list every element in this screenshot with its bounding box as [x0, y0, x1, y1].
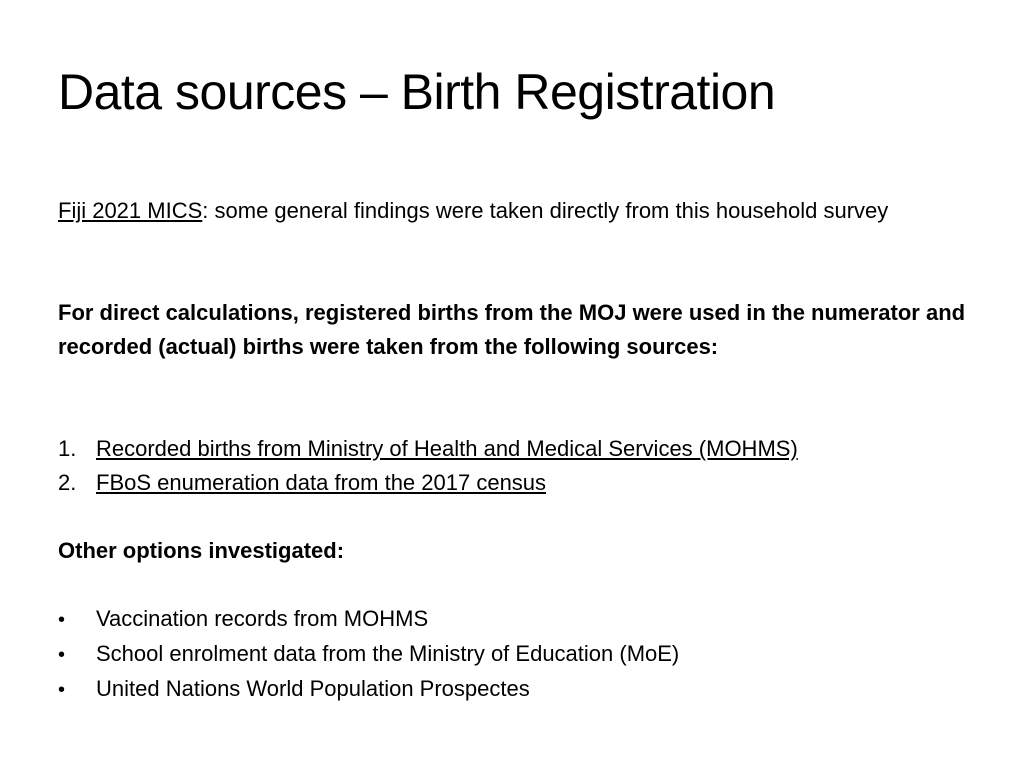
- list-item: [58, 602, 968, 637]
- intro-paragraph: [58, 194, 968, 228]
- list-item: [58, 672, 968, 707]
- direct-calculation-paragraph: For direct calculations, registered births from the MOJ were used in the numerator and recorded (actual) births were taken from the following sources:: [58, 300, 966, 359]
- bullet-icon: •: [58, 609, 66, 631]
- list-item: [58, 466, 968, 500]
- slide-title: Data sources – Birth Registration: [58, 64, 776, 120]
- mohms-births-link[interactable]: Recorded births from Ministry of Health and Medical Services (MOHMS): [96, 436, 798, 461]
- bullet-icon: •: [58, 644, 66, 666]
- list-number: 2.: [58, 470, 77, 495]
- fbos-census-link[interactable]: FBoS enumeration data from the 2017 census: [96, 470, 547, 495]
- bullet-icon: •: [58, 679, 66, 701]
- other-options-list: [58, 602, 968, 707]
- numbered-sources-list: [58, 432, 968, 500]
- list-item: [58, 637, 968, 672]
- list-item-text: Vaccination records from MOHMS: [96, 606, 429, 631]
- list-item-text: School enrolment data from the Ministry of Education (MoE): [96, 641, 680, 666]
- list-item-text: United Nations World Population Prospectes: [96, 676, 530, 701]
- list-number: 1.: [58, 436, 77, 461]
- other-options-heading: Other options investigated:: [58, 538, 345, 563]
- list-item: [58, 432, 968, 466]
- mics-source-link[interactable]: Fiji 2021 MICS: [58, 198, 203, 223]
- intro-text: : some general findings were taken directly from this household survey: [202, 198, 889, 223]
